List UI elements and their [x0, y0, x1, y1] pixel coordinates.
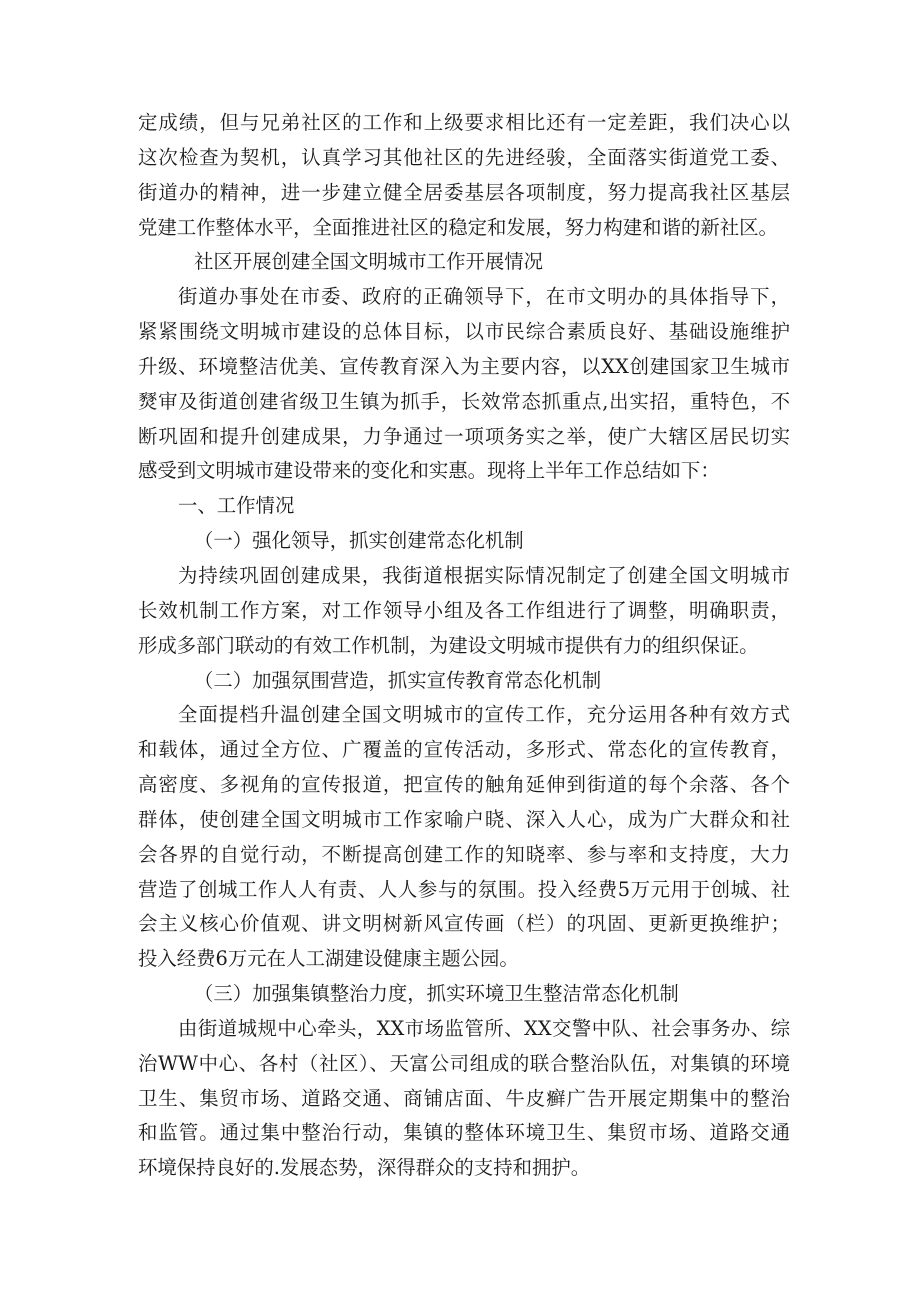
text-line: 会主义核心价值观、讲文明树新风宣传画（栏）的巩固、更新更换维护； [138, 912, 790, 936]
subheading-1: （一）强化领导，抓实创建常态化机制 [194, 529, 524, 553]
text-line: 形成多部门联动的有效工作机制，为建设文明城市提供有力的组织保证。 [138, 633, 759, 657]
text-line: 为持续巩固创建成果，我街道根据实际情况制定了创建全国文明城市 [178, 563, 790, 587]
text-line: 街道办的精神，进一步建立健全居委基层各项制度，努力提高我社区基层 [138, 180, 790, 204]
text-line: 由街道城规中心牵头，XX市场监管所、XX交警中队、社会事务办、综 [178, 1016, 790, 1040]
text-line: 群体，使创建全国文明城市工作家喻户晓、深入人心，成为广大群众和社 [138, 807, 790, 831]
text-line: 街道办事处在市委、政府的正确领导下，在市文明办的具体指导下， [178, 285, 790, 309]
paragraph-intro [138, 280, 790, 489]
text-line: 这次检查为契机，认真学习其他社区的先进经骏，全面落实街道党工委、 [138, 145, 790, 169]
text-line: 会各界的自觉行动，不断提高创建工作的知晓率、参与率和支持度，大力 [138, 842, 790, 866]
subheading-3: （三）加强集镇整治力度，抓实环境卫生整洁常态化机制 [194, 982, 679, 1006]
text-line: 升级、环境整洁优美、宣传教育深入为主要内容，以XX创建国家卫生城市 [138, 354, 790, 378]
text-line: 和载体，通过全方位、广覆盖的宣传活动，多形式、常态化的宣传教育， [138, 738, 790, 762]
text-line: 党建工作整体水平，全面推进社区的稳定和发展，努力构建和谐的新社区。 [138, 215, 778, 239]
text-line: 卫生、集贸市场、道路交通、商铺店面、牛皮癣广告开展定期集中的整治 [138, 1086, 790, 1110]
text-line: 高密度、多视角的宣传报道，把宣传的触角延伸到街道的每个余落、各个 [138, 773, 790, 797]
document-body [138, 106, 790, 1186]
text-line: 投入经费6万元在人工湖建设健康主题公园。 [138, 947, 519, 971]
heading-work-situation: 一、工作情况 [178, 494, 295, 518]
text-line: 治WW中心、各村（社区）、天富公司组成的联合整治队伍，对集镇的环境 [138, 1051, 790, 1075]
text-line: 燹审及街道创建省级卫生镇为抓手，长效常态抓重点,出实招，重特色，不 [138, 389, 790, 413]
text-line: 定成绩，但与兄弟社区的工作和上级要求相比还有一定差距，我们决心以 [138, 111, 790, 134]
paragraph-leadership [138, 559, 790, 664]
paragraph-continuation [138, 106, 790, 245]
text-line: 环境保持良好的.发展态势，深得群众的支持和拥护。 [138, 1156, 591, 1180]
text-line: 营造了创城工作人人有责、人人参与的氛围。投入经费5万元用于创城、社 [138, 877, 790, 901]
subheading-2: （二）加强氛围营造，抓实宣传教育常态化机制 [194, 668, 602, 692]
paragraph-environment [138, 1012, 790, 1186]
text-line: 和监管。通过集中整治行动，集镇的整体环境卫生、集贸市场、道路交通 [138, 1121, 790, 1145]
text-line: 全面提档升温创建全国文明城市的宣传工作，充分运用各种有效方式 [178, 703, 790, 727]
text-line: 感受到文明城市建设带来的变化和实惠。现将上半年工作总结如下： [138, 459, 720, 483]
text-line: 长效机制工作方案，对工作领导小组及各工作组进行了调整，明确职责， [138, 598, 790, 622]
paragraph-publicity [138, 698, 790, 977]
section-title: 社区开展创建全国文明城市工作开展情况 [194, 250, 544, 274]
text-line: 断巩固和提升创建成果，力争通过一项项务实之举，使广大辖区居民切实 [138, 424, 790, 448]
text-line: 紧紧围绕文明城市建设的总体目标，以市民综合素质良好、基础设施维护 [138, 320, 790, 344]
